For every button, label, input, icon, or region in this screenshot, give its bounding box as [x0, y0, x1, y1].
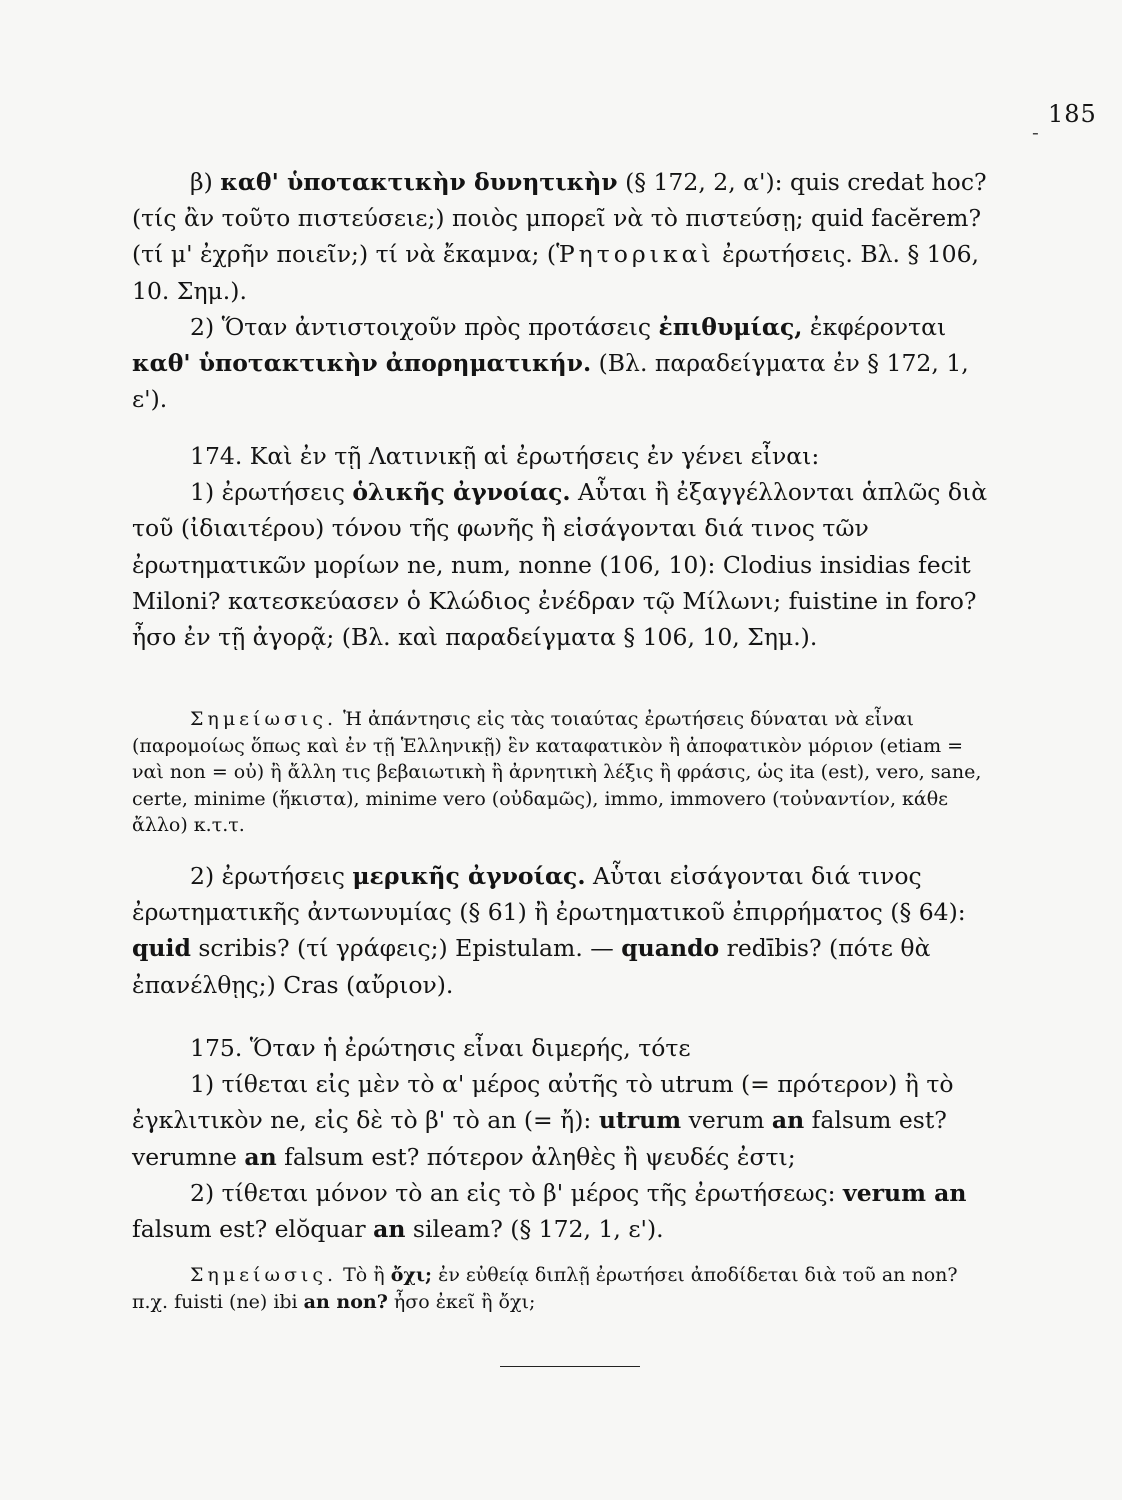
p7-c: verum — [681, 1106, 772, 1135]
section-175 — [132, 1030, 992, 1247]
header-dash: - — [1032, 120, 1039, 144]
p5-b: μερικῆς ἀγνοίας. — [352, 862, 586, 890]
footer-rule — [500, 1366, 640, 1367]
note-1 — [132, 706, 992, 839]
p2-b: ἐπιθυμίας, — [658, 313, 803, 341]
p7-d: an — [771, 1106, 805, 1135]
section-174 — [132, 438, 992, 655]
p5-a: 2) ἐρωτήσεις — [190, 862, 353, 890]
note2-a: Σημείωσις. — [190, 1264, 338, 1286]
p1-b: καθ' ὑποτακτικὴν δυνητικὴν — [220, 168, 618, 196]
note2-f: ἦσο ἐκεῖ ἢ ὄχι; — [387, 1290, 536, 1313]
p2-d: καθ' ὑποτακτικὴν ἀπορηματικήν. — [132, 349, 592, 378]
p7-b: utrum — [598, 1106, 682, 1135]
paragraph-beta — [132, 164, 992, 309]
note1-b: Ἡ ἀπάντησις εἰς τὰς τοιαύτας ἐρωτήσεις δύναται νὰ εἶναι (παρομοίως ὅπως καὶ ἐν τῇ Ἑλληνικῇ) ἓν καταφατικὸν ἢ ἀποφατικὸν μόριον (etiam = ναὶ non = οὐ) ἢ ἄλλη τις βεβαιωτικὴ ἢ ἀρνητικὴ λέξις ἢ φράσις, ὡς ita (est), vero, sane, certe, minime (ἥκιστα), minime vero (οὐδαμῶς), immo, immovero (τοὐναντίον, κάθε ἄλλο) κ.τ.τ. — [132, 708, 982, 837]
p6-a: 175. Ὅταν ἡ ἐρώτησις εἶναι διμερής, τότε — [190, 1034, 691, 1062]
p8-c: falsum est? elŏquar — [132, 1215, 374, 1244]
paragraph-2-wish — [132, 309, 992, 418]
p7-a: 1) τίθεται εἰς μὲν τὸ α' μέρος αὐτῆς τὸ utrum (= πρότερον) ἢ τὸ ἐγκλιτικὸν ne, εἰς δὲ τὸ β' τὸ an (= ἤ): — [132, 1070, 954, 1135]
p8-a: 2) τίθεται μόνον τὸ an εἰς τὸ β' μέρος τῆς ἐρωτήσεως: — [190, 1178, 844, 1207]
p7-g: falsum est? πότερον ἀληθὲς ἢ ψευδές ἐστι; — [276, 1142, 796, 1171]
p1-c: (§ 172, 2, α'): quis credat hoc? (τίς ἂν τοῦτο πιστεύσειε;) ποιὸς μπορεῖ νὰ τὸ πιστεύσῃ; quid facĕrem? (τί μ' ἐχρῆν ποιεῖν;) τί νὰ ἔκαμνα; ( — [132, 168, 987, 269]
p7-f: an — [244, 1142, 277, 1171]
paragraph-2-partial — [132, 858, 992, 1003]
p4-c: Αὗται ἢ ἐξαγγέλλονται ἁπλῶς διὰ τοῦ (ἰδιαιτέρου) τόνου τῆς φωνῆς ἢ εἰσάγονται διά τινος τῶν ἐρωτηματικῶν μορίων ne, num, nonne (106, 10): Clodius insidias fecit Miloni? κατεσκεύασεν ὁ Κλώδιος ἐνέδραν τῷ Μίλωνι; fuistine in foro? ἦσο ἐν τῇ ἀγορᾷ; (Βλ. καὶ παραδείγματα § 106, 10, Σημ.). — [132, 478, 988, 652]
page-number: 185 — [1048, 100, 1097, 128]
p5-e: scribis? (τί γράφεις;) Epistulam. — — [190, 934, 622, 963]
note2-b: Τὸ ἢ — [337, 1264, 391, 1286]
p2-c: ἐκφέρονται — [802, 313, 947, 341]
p8-b: verum an — [843, 1178, 967, 1207]
p3-a: 174. Καὶ ἐν τῇ Λατινικῇ αἱ ἐρωτήσεις ἐν γένει εἶναι: — [190, 442, 820, 470]
p7-e: falsum est? verumne — [132, 1106, 947, 1171]
note2-d: ἐν εὐθείᾳ διπλῇ ἐρωτήσει ἀποδίδεται διὰ τοῦ an non? π.χ. fuisti (ne) ibi — [132, 1264, 958, 1313]
p4-a: 1) ἐρωτήσεις — [190, 478, 353, 507]
p5-g: redībis? (πότε θὰ ἐπανέλθῃς;) Cras (αὔριον). — [132, 934, 931, 999]
p4-b: ὁλικῆς ἀγνοίας. — [352, 478, 571, 507]
p2-a: 2) Ὅταν ἀντιστοιχοῦν πρὸς προτάσεις — [190, 313, 659, 341]
p1-e: ἐρωτήσεις. Βλ. § 106, 10. Σημ.). — [132, 240, 979, 305]
note2-e: an non? — [303, 1290, 388, 1313]
note2-c: ὄχι; — [390, 1264, 433, 1286]
p8-e: sileam? (§ 172, 1, ε'). — [405, 1215, 664, 1244]
note-2 — [132, 1262, 992, 1315]
p8-d: an — [373, 1215, 406, 1244]
note1-a: Σημείωσις. — [190, 708, 338, 730]
p2-e: (Βλ. παραδείγματα ἐν § 172, 1, ε'). — [132, 349, 969, 414]
p1-d: Ῥητορικαὶ — [556, 240, 715, 269]
p5-d: quid — [132, 934, 191, 963]
p5-c: Αὗται εἰσάγονται διά τινος ἐρωτηματικῆς ἀντωνυμίας (§ 61) ἢ ἐρωτηματικοῦ ἐπιρρήματος (§ 64): — [132, 862, 966, 927]
p5-f: quando — [621, 934, 720, 963]
p1-a: β) — [190, 168, 221, 196]
